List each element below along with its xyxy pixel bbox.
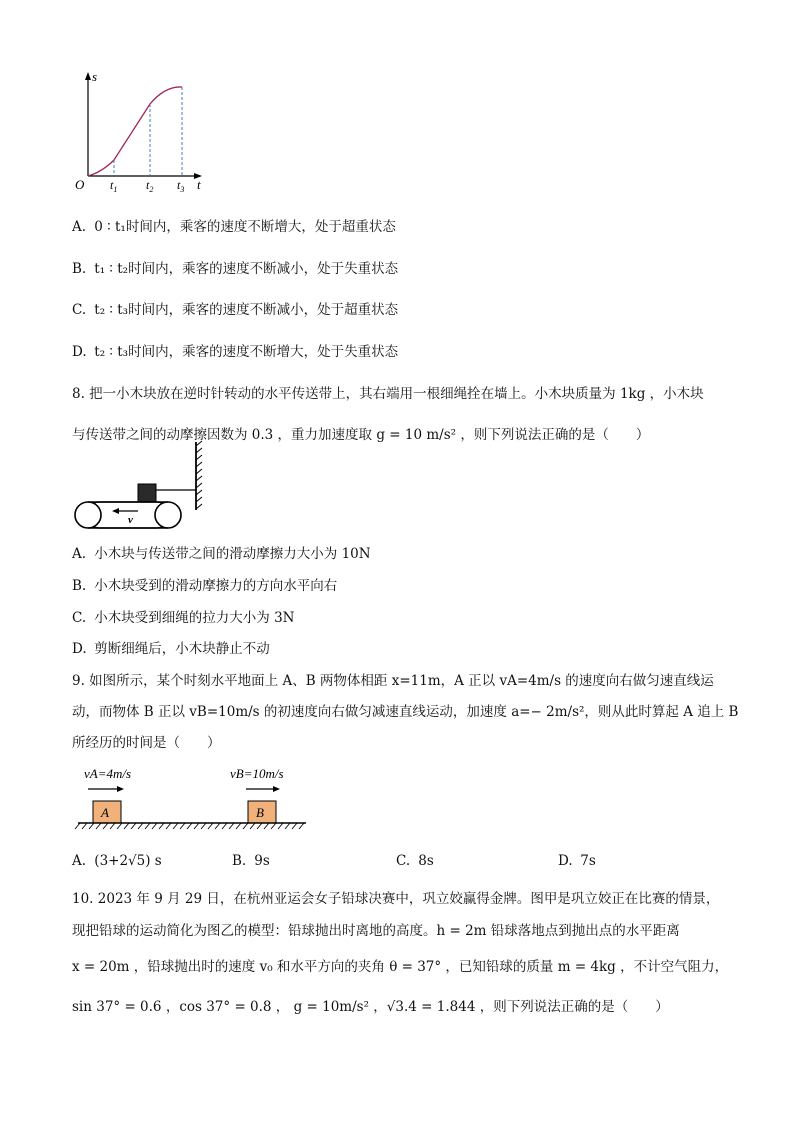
- q7-option-c-letter: C.: [72, 302, 87, 318]
- q7-option-d-letter: D.: [72, 344, 87, 360]
- va-arrowhead: [117, 786, 124, 792]
- q9-stem-line1: 9. 如图所示，某个时刻水平地面上 A、B 两物体相距 x=11m，A 正以 vA=4m/s 的速度向右做匀速直线运: [72, 673, 714, 689]
- q9-option-a-text: (3+2√5) s: [94, 853, 162, 869]
- ground-hatching: [75, 823, 304, 829]
- q9-stem-line3: 所经历的时间是（ ）: [72, 735, 221, 751]
- q8-option-a: [72, 545, 371, 563]
- q7-option-d: [72, 343, 398, 361]
- q10-stem-line3: x = 20m ，铅球抛出时的速度 v₀ 和水平方向的夹角 θ = 37° ，已知铅球的质量 m = 4kg ，不计空气阻力，: [72, 959, 729, 975]
- q10-stem-line4: sin 37° = 0.6 ，cos 37° = 0.8 ， g = 10m/s² ，√3.4 = 1.844 ，则下列说法正确的是（ ）: [72, 999, 669, 1015]
- right-pulley: [155, 502, 181, 528]
- va-label: vA=4m/s: [84, 766, 132, 781]
- q8-option-d: [72, 640, 270, 658]
- q9-option-b-letter: B.: [232, 853, 247, 869]
- q9-option-c-letter: C.: [396, 853, 411, 869]
- y-axis-label: s: [92, 69, 98, 84]
- q8-option-c-text: 小木块受到细绳的拉力大小为 3N: [94, 610, 295, 626]
- q7-option-b: [72, 260, 398, 278]
- st-graph: [70, 68, 210, 198]
- t2-label: $t_2$: [146, 178, 154, 194]
- st-curve: [88, 87, 182, 176]
- q8-option-a-text: 小木块与传送带之间的滑动摩擦力大小为 10N: [94, 546, 371, 562]
- q8-option-b-letter: B.: [72, 578, 87, 594]
- q7-option-a: [72, 218, 396, 236]
- q8-option-d-text: 剪断细绳后，小木块静止不动: [94, 641, 270, 657]
- block-a-label: A: [101, 805, 109, 820]
- q8-option-c: [72, 609, 295, 627]
- q9-option-c-text: 8s: [418, 853, 434, 869]
- vb-arrowhead: [273, 786, 280, 792]
- q7-option-b-text: t₁ ∶ t₂时间内，乘客的速度不断减小，处于失重状态: [94, 261, 399, 277]
- t3-label: $t_3$: [177, 178, 185, 194]
- t1-label: $t_1$: [110, 178, 118, 194]
- left-pulley: [75, 502, 101, 528]
- q9-option-c: [396, 853, 434, 869]
- q7-option-a-text: 0 ∶ t₁时间内，乘客的速度不断增大，处于超重状态: [94, 219, 396, 235]
- vb-label: vB=10m/s: [230, 766, 284, 781]
- block-b-label: B: [256, 805, 264, 820]
- q9-option-d: [558, 853, 596, 869]
- q8-stem-line2: 与传送带之间的动摩擦因数为 0.3 ，重力加速度取 g = 10 m/s² ，则下列说法正确的是（ ）: [72, 427, 650, 443]
- q9-option-b-text: 9s: [254, 853, 270, 869]
- q7-option-a-letter: A.: [72, 219, 87, 235]
- q8-stem-line1: 8. 把一小木块放在逆时针转动的水平传送带上，其右端用一根细绳拴在墙上。小木块质量为 1kg ，小木块: [72, 386, 704, 402]
- x-axis-label: t: [197, 177, 201, 192]
- q9-option-a-letter: A.: [72, 853, 87, 869]
- q9-option-a: [72, 853, 162, 869]
- q7-option-c: [72, 301, 398, 319]
- q9-stem-line2: 动，而物体 B 正以 vB=10m/s 的初速度向右做匀减速直线运动，加速度 a=− 2m/s²，则从此时算起 A 追上 B: [72, 704, 739, 720]
- q8-option-c-letter: C.: [72, 610, 87, 626]
- wooden-block: [138, 484, 156, 502]
- belt-velocity-label: v: [128, 514, 133, 526]
- q8-option-b-text: 小木块受到的滑动摩擦力的方向水平向右: [94, 578, 338, 594]
- two-blocks-figure: [72, 763, 312, 835]
- q9-option-d-letter: D.: [558, 853, 573, 869]
- q10-stem-line1: 10. 2023 年 9 月 29 日，在杭州亚运会女子铅球决赛中，巩立姣赢得金牌。图甲是巩立姣正在比赛的情景，: [72, 891, 720, 907]
- conveyor-belt-figure: [72, 440, 212, 532]
- q7-option-c-text: t₂ ∶ t₃时间内，乘客的速度不断减小，处于超重状态: [94, 302, 399, 318]
- q8-option-b: [72, 577, 337, 595]
- q10-stem-line2: 现把铅球的运动简化为图乙的模型：铅球抛出时离地的高度。h = 2m 铅球落地点到抛出点的水平距离: [72, 923, 680, 939]
- y-axis-arrow: [85, 72, 91, 80]
- q7-option-b-letter: B.: [72, 261, 87, 277]
- origin-label: O: [75, 177, 85, 192]
- q9-option-d-text: 7s: [580, 853, 596, 869]
- q8-option-a-letter: A.: [72, 546, 87, 562]
- q8-option-d-letter: D.: [72, 641, 87, 657]
- q9-option-b: [232, 853, 270, 869]
- q7-option-d-text: t₂ ∶ t₃时间内，乘客的速度不断增大，处于失重状态: [94, 344, 399, 360]
